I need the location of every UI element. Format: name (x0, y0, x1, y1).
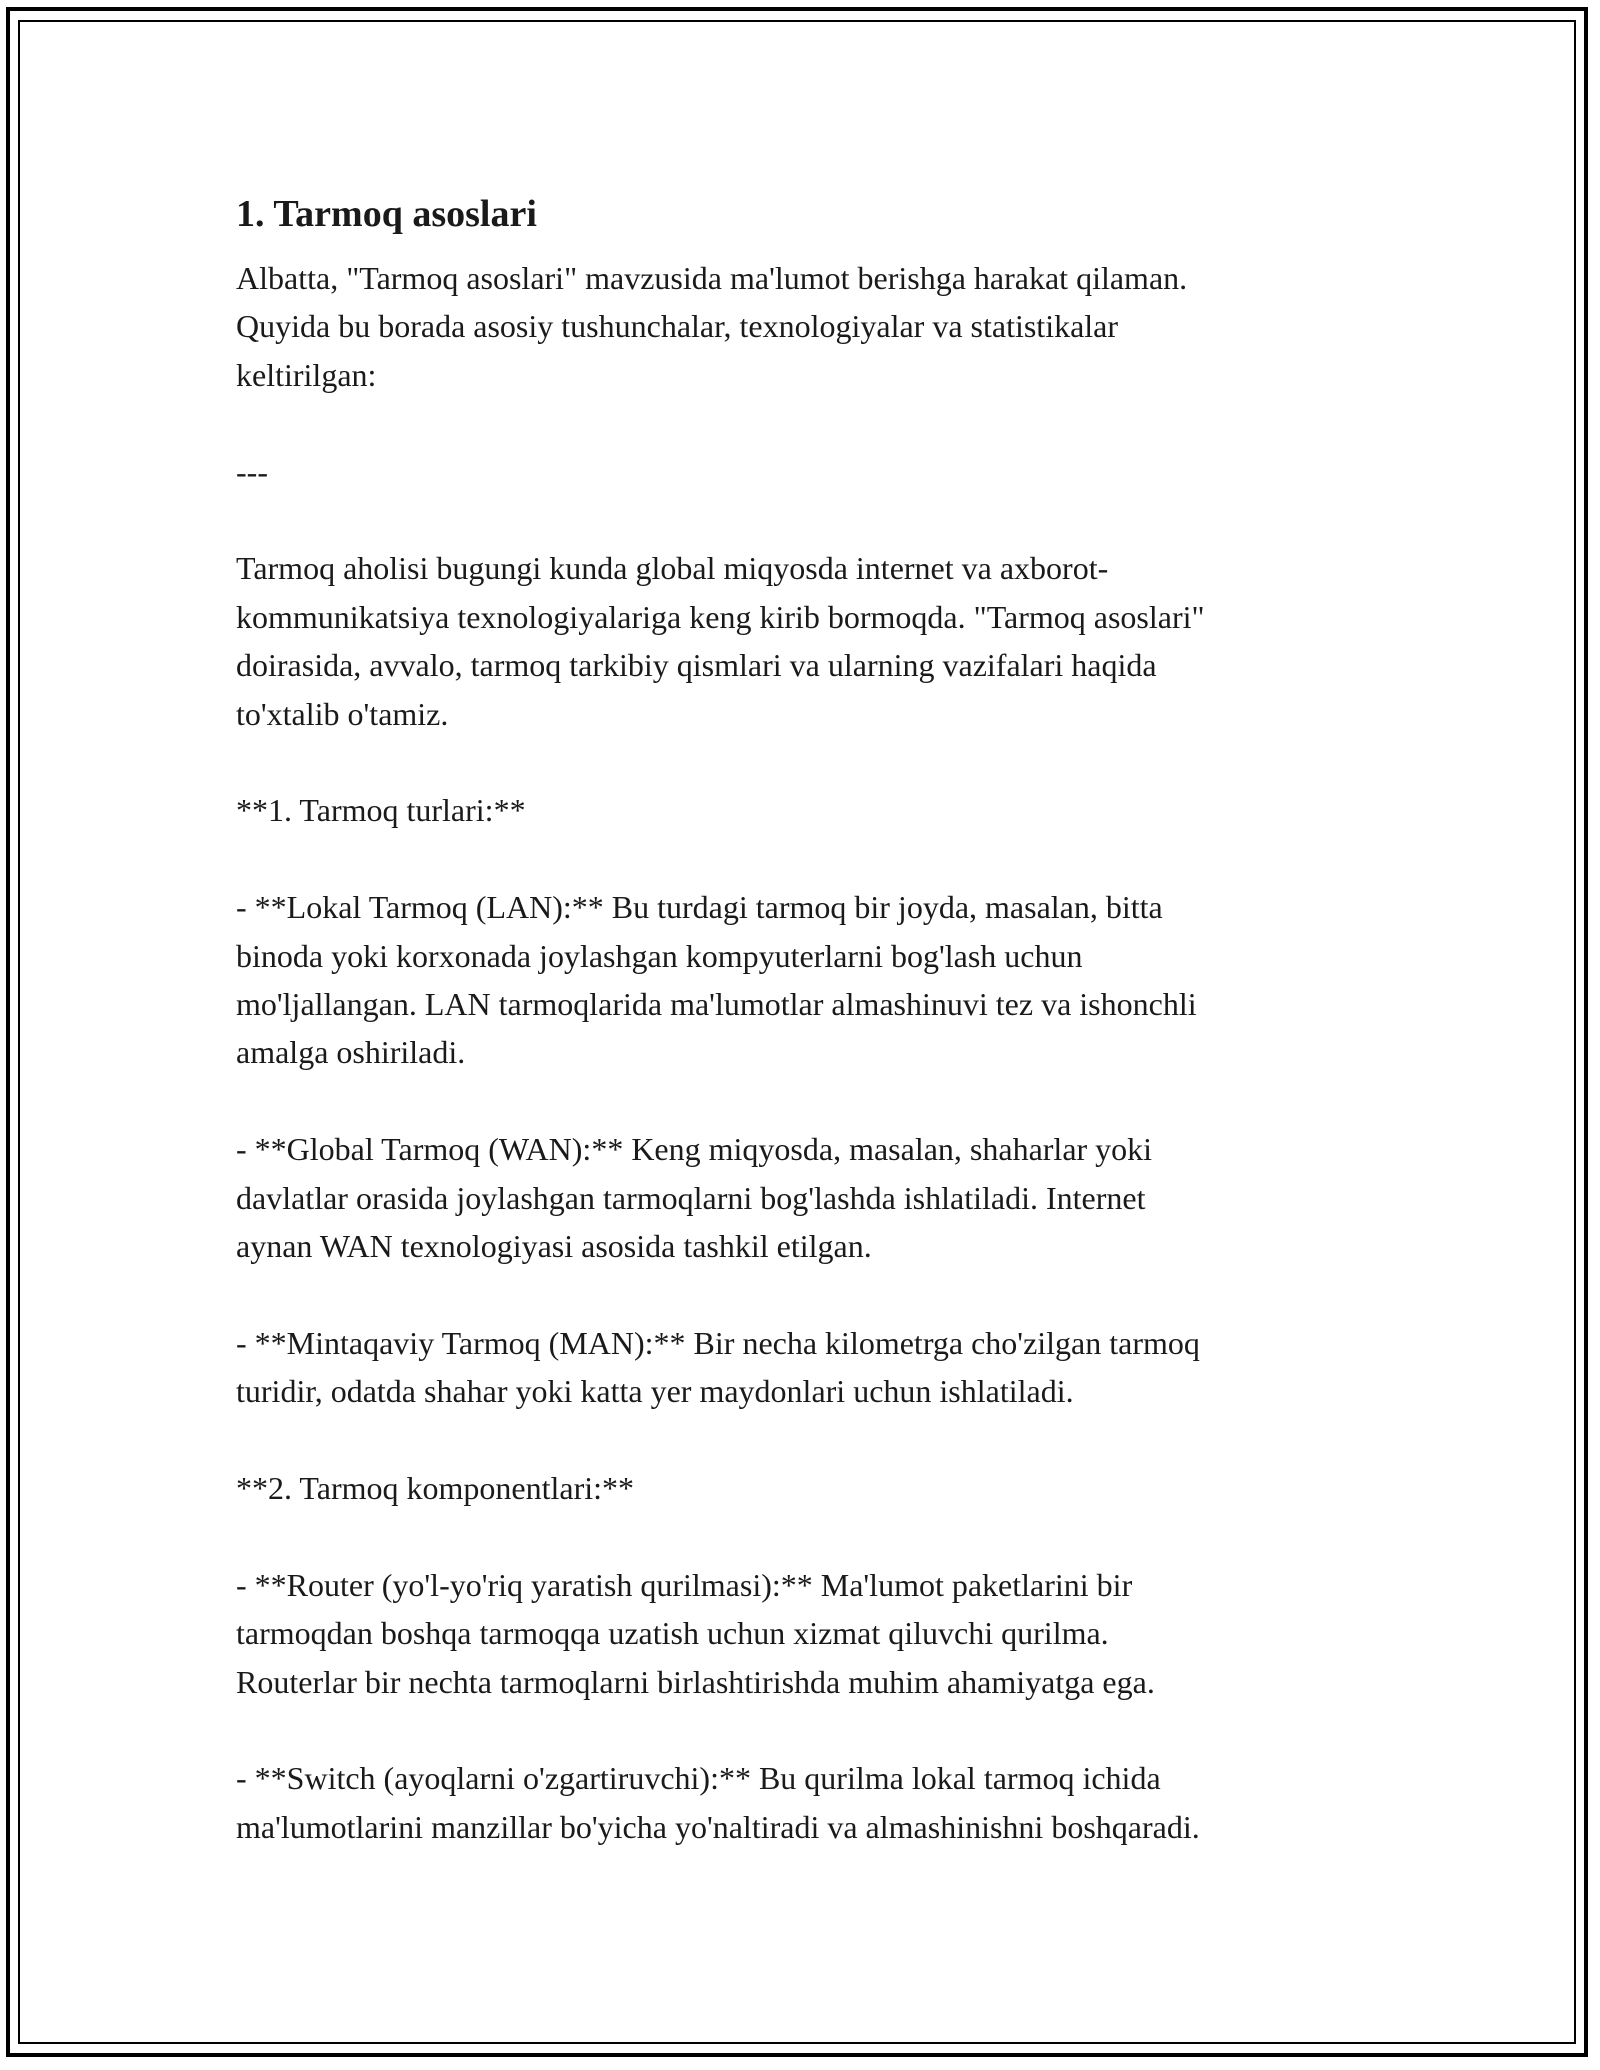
list-item-man: - **Mintaqaviy Tarmoq (MAN):** Bir necha kilometrga cho'zilgan tarmoq turidir, odatda shahar yoki katta yer maydonlari uchun ishlatiladi. (236, 1324, 1200, 1410)
section-heading-network-types: **1. Tarmoq turlari:** (236, 792, 526, 829)
separator-text: --- (236, 453, 268, 490)
overview-paragraph: Tarmoq aholisi bugungi kunda global miqyosda internet va axborot- kommunikatsiya texnologiyalariga keng kirib bormoqda. "Tarmoq asoslari" doirasida, avvalo, tarmoq tarkibiy qismlari va ularning vazifalari haqida to'xtalib o'tamiz. (236, 550, 1205, 732)
list-item-lan: - **Lokal Tarmoq (LAN):** Bu turdagi tarmoq bir joyda, masalan, bitta binoda yoki korxonada joylashgan kompyuterlarni bog'lash uchun mo'ljallangan. LAN tarmoqlarida ma'lumotlar almashinuvi tez va ishonchli amalga oshiriladi. (236, 889, 1197, 1071)
section-heading-network-components: **2. Tarmoq komponentlari:** (236, 1470, 634, 1507)
list-item-wan: - **Global Tarmoq (WAN):** Keng miqyosda, masalan, shaharlar yoki davlatlar orasida joylashgan tarmoqlarni bog'lashda ishlatiladi. Internet aynan WAN texnologiyasi asosida tashkil etilgan. (236, 1131, 1153, 1265)
list-item-router: - **Router (yo'l-yo'riq yaratish qurilmasi):** Ma'lumot paketlarini bir tarmoqdan boshqa tarmoqqa uzatish uchun xizmat qiluvchi qurilma. Routerlar bir nechta tarmoqlarni birlashtirishda muhim ahamiyatga ega. (236, 1566, 1155, 1700)
document-title: 1. Tarmoq asoslari (236, 193, 537, 235)
document-body (236, 186, 1366, 1900)
intro-paragraph: Albatta, "Tarmoq asoslari" mavzusida ma'lumot berishga harakat qilaman. Quyida bu borada asosiy tushunchalar, texnologiyalar va statistikalar keltirilgan: (236, 260, 1188, 393)
list-item-switch: - **Switch (ayoqlarni o'zgartiruvchi):** Bu qurilma lokal tarmoq ichida ma'lumotlarini manzillar bo'yicha yo'naltiradi va almashinishni boshqaradi. (236, 1760, 1200, 1845)
